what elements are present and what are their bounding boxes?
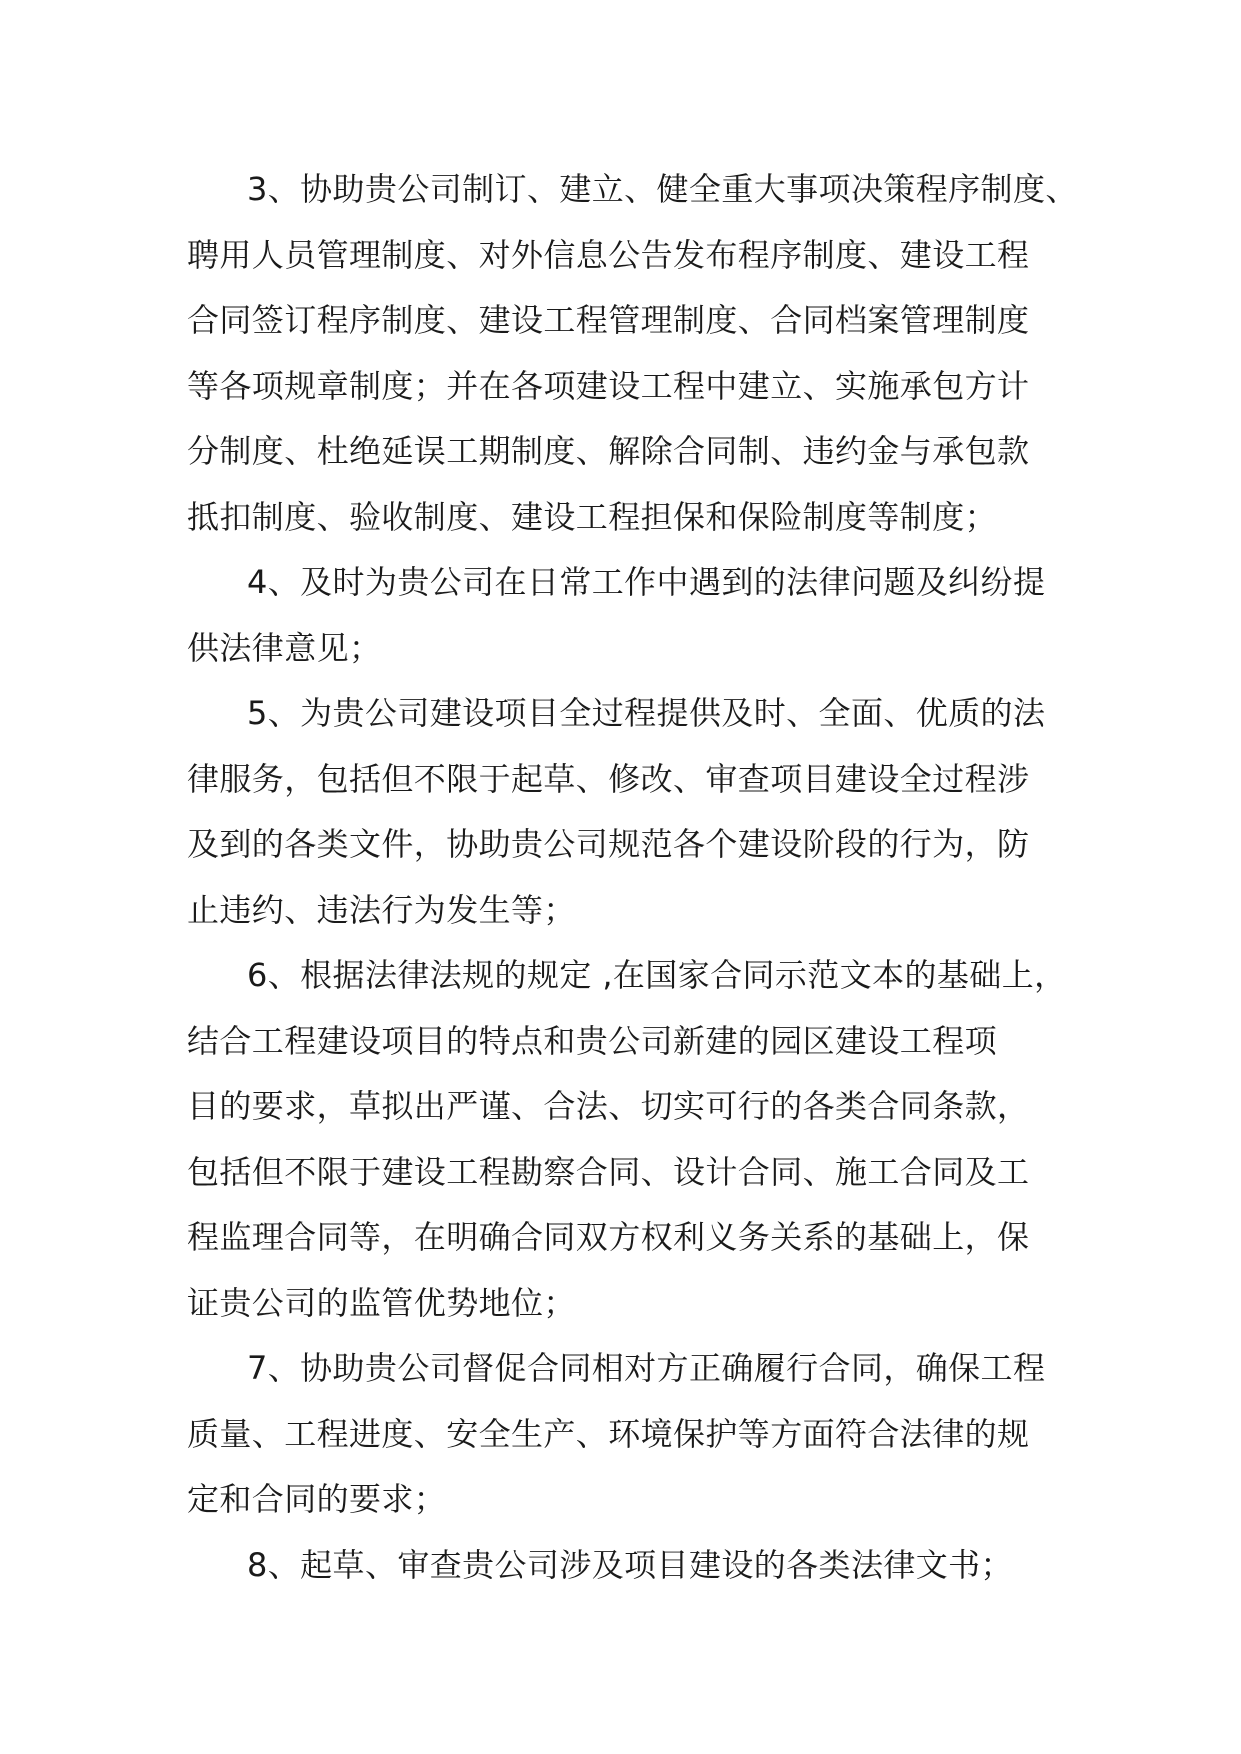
text-line: 止违约、违法行为发生等；	[187, 890, 576, 929]
text-line: 3、协助贵公司制订、建立、健全重大事项决策程序制度、	[247, 170, 1078, 208]
text-line: 抵扣制度、验收制度、建设工程担保和保险制度等制度；	[187, 497, 998, 536]
text-line: 质量、工程进度、安全生产、环境保护等方面符合法律的规	[187, 1414, 1030, 1453]
paragraph-item-6	[187, 943, 1067, 1336]
text-line: 6、根据法律法规的规定 ,在国家合同示范文本的基础上，	[247, 956, 1067, 994]
text-line: 目的要求，草拟出严谨、合法、切实可行的各类合同条款，	[187, 1087, 1030, 1125]
text-line: 供法律意见；	[187, 628, 382, 667]
text-line: 结合工程建设项目的特点和贵公司新建的园区建设工程项	[187, 1021, 998, 1060]
text-line: 及到的各类文件，协助贵公司规范各个建设阶段的行为，防	[187, 825, 1030, 863]
text-line: 程监理合同等，在明确合同双方权利义务关系的基础上，保	[187, 1218, 1030, 1256]
paragraph-item-4	[187, 550, 1057, 681]
document-body	[187, 157, 1078, 1598]
text-line: 证贵公司的监管优势地位；	[187, 1283, 576, 1322]
text-line: 合同签订程序制度、建设工程管理制度、合同档案管理制度	[187, 301, 1030, 339]
paragraph-item-7	[187, 1336, 1057, 1533]
paragraph-item-8	[187, 1533, 1057, 1599]
text-line: 定和合同的要求；	[187, 1480, 447, 1518]
paragraph-item-3	[187, 157, 1078, 550]
text-line: 8、起草、审查贵公司涉及项目建设的各类法律文书；	[247, 1545, 1013, 1584]
text-line: 等各项规章制度；并在各项建设工程中建立、实施承包方计	[187, 366, 1030, 405]
text-line: 律服务，包括但不限于起草、修改、审查项目建设全过程涉	[187, 759, 1030, 798]
text-line: 4、及时为贵公司在日常工作中遇到的法律问题及纠纷提	[247, 563, 1046, 601]
text-line: 7、协助贵公司督促合同相对方正确履行合同，确保工程	[247, 1349, 1046, 1387]
text-line: 分制度、杜绝延误工期制度、解除合同制、违约金与承包款	[187, 432, 1030, 470]
paragraph-item-5	[187, 681, 1057, 943]
text-line: 包括但不限于建设工程勘察合同、设计合同、施工合同及工	[187, 1152, 1030, 1191]
text-line: 聘用人员管理制度、对外信息公告发布程序制度、建设工程	[187, 235, 1030, 274]
text-line: 5、为贵公司建设项目全过程提供及时、全面、优质的法	[247, 694, 1046, 732]
